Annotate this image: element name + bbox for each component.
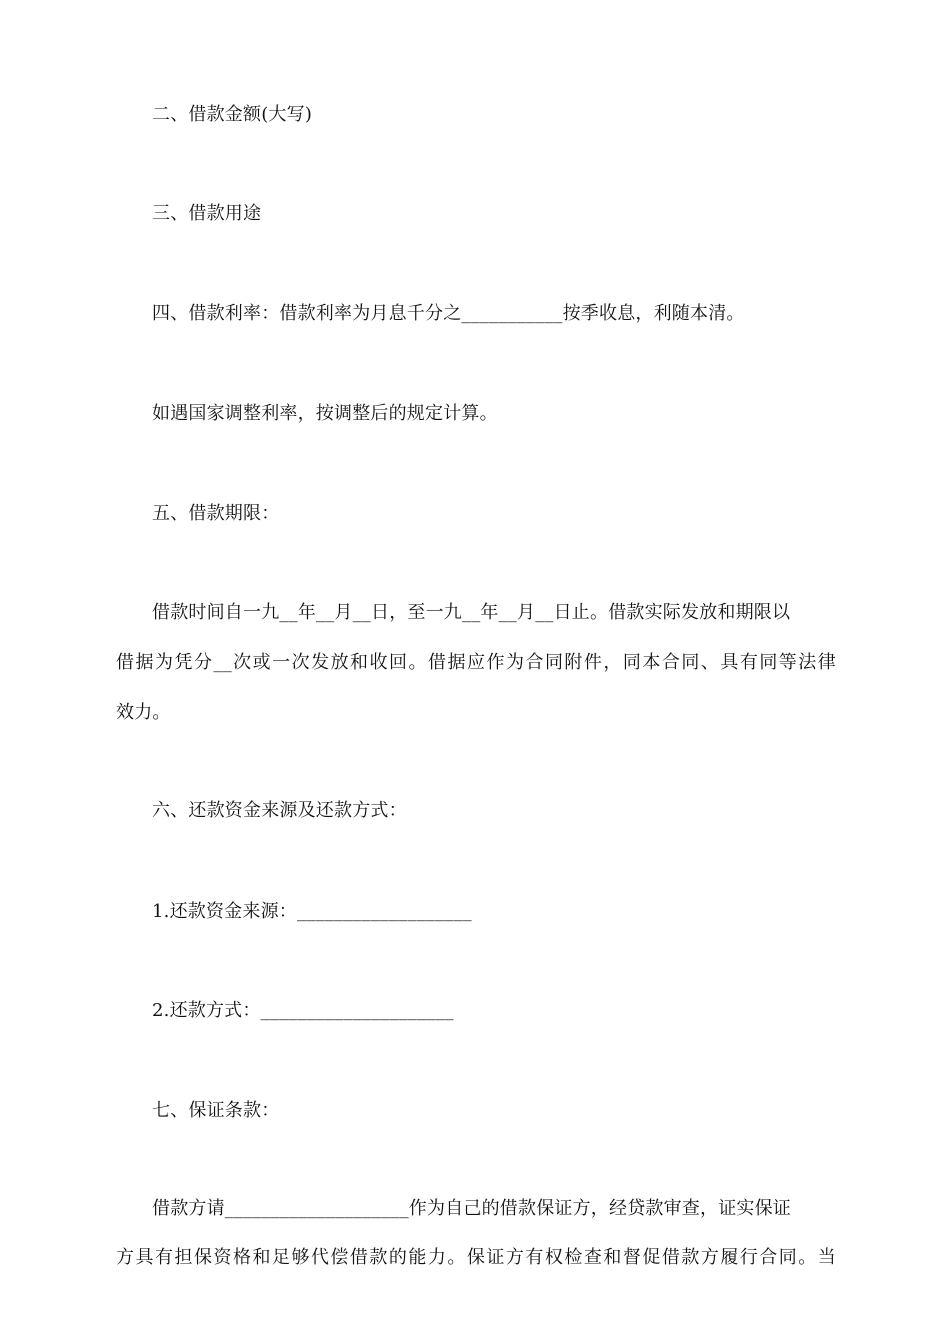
section-7-guarantee: 七、保证条款： — [152, 1100, 280, 1121]
loan-term-paragraph-line-1: 借款时间自一九__年__月__日，至一九__年__月__日止。借款实际发放和期限以 — [152, 602, 791, 623]
repayment-source-line: 1.还款资金来源：___________________ — [152, 901, 472, 922]
repayment-method-line: 2.还款方式：_____________________ — [152, 1000, 454, 1021]
loan-term-paragraph-line-2: 借据为凭分__次或一次发放和收回。借据应作为合同附件，同本合同、具有同等法律 — [116, 652, 836, 673]
loan-term-paragraph-line-3: 效力。 — [116, 702, 171, 723]
guarantee-paragraph-line-2: 方具有担保资格和足够代偿借款的能力。保证方有权检查和督促借款方履行合同。当 — [116, 1247, 836, 1268]
section-2-loan-amount: 二、借款金额(大写) — [152, 104, 313, 125]
section-3-loan-purpose: 三、借款用途 — [152, 203, 262, 224]
guarantee-paragraph-line-1: 借款方请____________________作为自己的借款保证方，经贷款审查，证实保证 — [152, 1198, 791, 1219]
interest-adjustment-note: 如遇国家调整利率，按调整后的规定计算。 — [152, 403, 498, 424]
section-4-interest-rate: 四、借款利率：借款利率为月息千分之___________按季收息，利随本清。 — [152, 303, 745, 324]
section-5-loan-term: 五、借款期限： — [152, 503, 280, 524]
section-6-repayment: 六、还款资金来源及还款方式： — [152, 800, 407, 821]
